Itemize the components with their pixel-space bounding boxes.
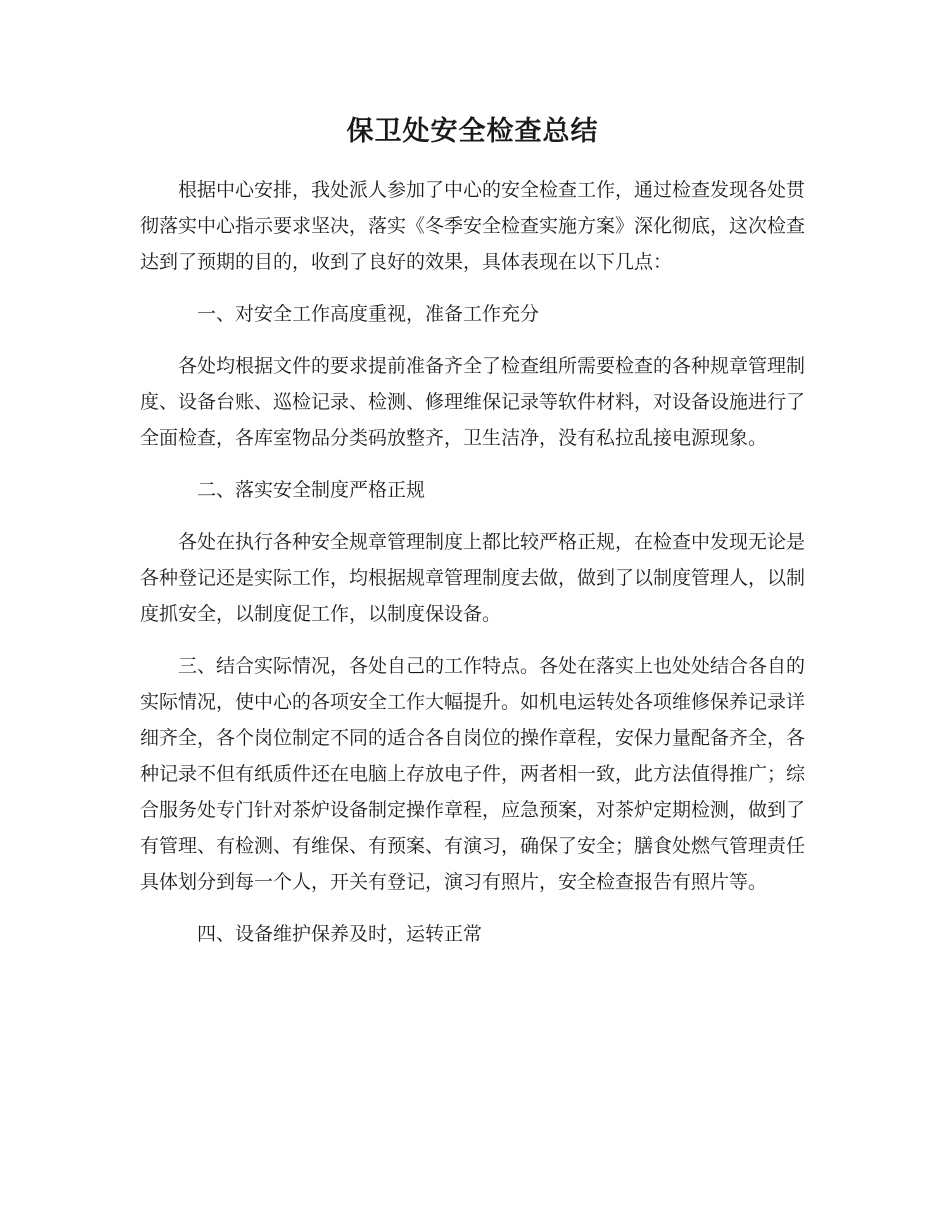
section-heading-2: 二、落实安全制度严格正规 (197, 479, 426, 501)
document-page (140, 110, 805, 968)
section-3-paragraph: 三、结合实际情况，各处自己的工作特点。各处在落实上也处处结合各自的实际情况，使中心的各项安全工作大幅提升。如机电运转处各项维修保养记录详细齐全，各个岗位制定不同的适合各自岗位的操作章程，安保力量配备齐全，各种记录不但有纸质件还在电脑上存放电子件，两者相一致，此方法值得推广；综合服务处专门针对茶炉设备制定操作章程，应急预案，对茶炉定期检测，做到了有管理、有检测、有维保、有预案、有演习，确保了安全；膳食处燃气管理责任具体划分到每一个人，开关有登记，演习有照片，安全检查报告有照片等。 (140, 655, 806, 893)
section-2-paragraph: 各处在执行各种安全规章管理制度上都比较严格正规，在检查中发现无论是各种登记还是实际工作，均根据规章管理制度去做，做到了以制度管理人，以制度抓安全，以制度促工作，以制度保设备。 (140, 531, 806, 625)
section-1-paragraph: 各处均根据文件的要求提前准备齐全了检查组所需要检查的各种规章管理制度、设备台账、巡检记录、检测、修理维保记录等软件材料，对设备设施进行了全面检查，各库室物品分类码放整齐，卫生洁净，没有私拉乱接电源现象。 (140, 355, 806, 449)
section-heading-4: 四、设备维护保养及时，运转正常 (197, 923, 483, 945)
intro-paragraph: 根据中心安排，我处派人参加了中心的安全检查工作，通过检查发现各处贯彻落实中心指示要求坚决，落实《冬季安全检查实施方案》深化彻底，这次检查达到了预期的目的，收到了良好的效果，具体表现在以下几点： (140, 179, 806, 273)
document-title: 保卫处安全检查总结 (346, 116, 599, 147)
section-heading-1: 一、对安全工作高度重视，准备工作充分 (197, 303, 540, 325)
